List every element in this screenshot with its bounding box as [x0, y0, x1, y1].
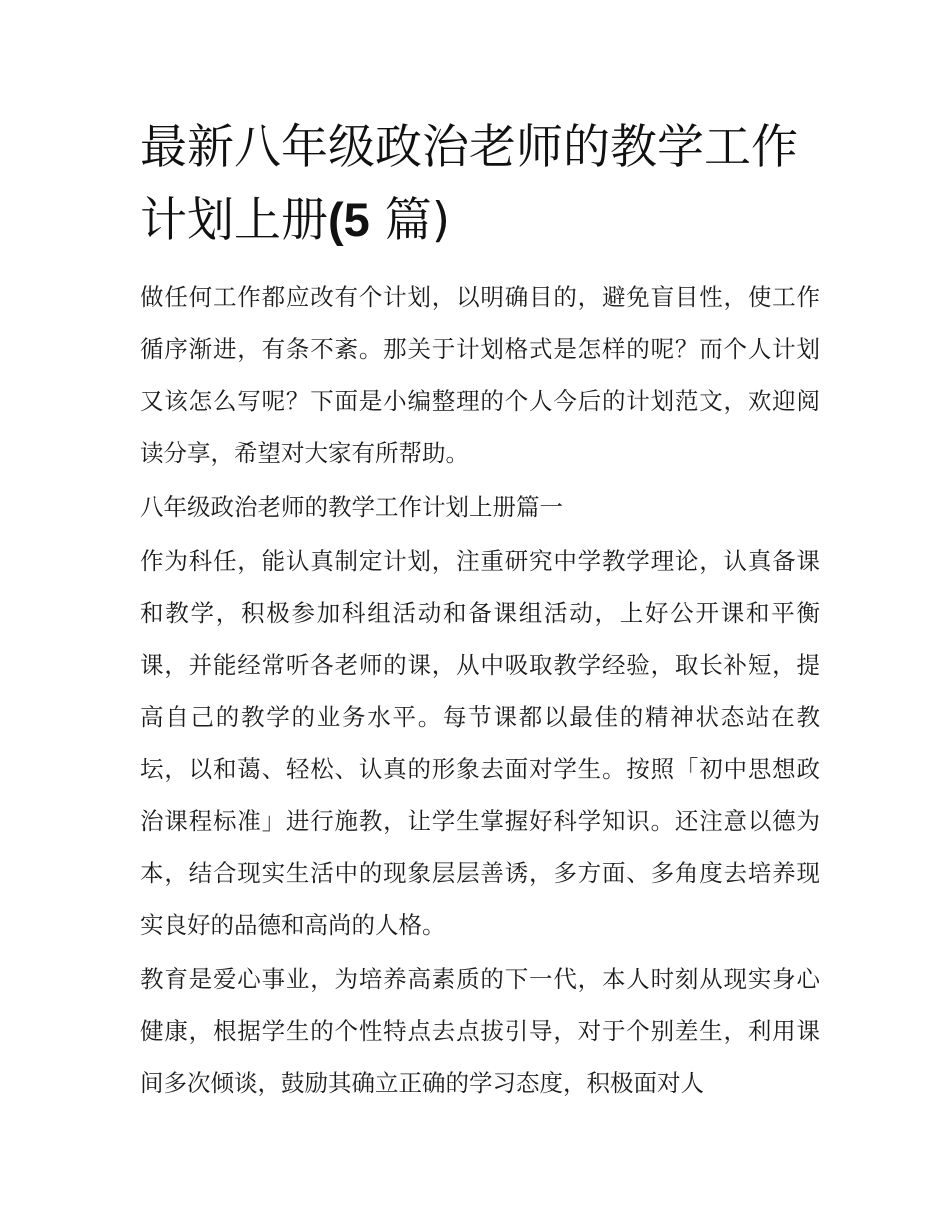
title-suffix: 篇): [369, 193, 451, 248]
document-title: [140, 112, 820, 257]
intro-paragraph: 做任何工作都应改有个计划，以明确目的，避免盲目性，使工作循序渐进，有条不紊。那关于计划格式是怎样的呢？而个人计划又该怎么写呢？下面是小编整理的个人今后的计划范文，欢迎阅读分享，希望对大家有所帮助。: [140, 283, 820, 467]
body-paragraph-1: 作为科任，能认真制定计划，注重研究中学教学理论，认真备课和教学，积极参加科组活动和备课组活动，上好公开课和平衡课，并能经常听各老师的课，从中吸取教学经验，取长补短，提高自己的教学的业务水平。每节课都以最佳的精神状态站在教坛，以和蔼、轻松、认真的形象去面对学生。按照「初中思想政治课程标准」进行施教，让学生掌握好科学知识。还注意以德为本，结合现实生活中的现象层层善诱，多方面、多角度去培养现实良好的品德和高尚的人格。: [140, 547, 820, 939]
title-count: 5: [343, 193, 370, 246]
title-paren-open: (: [328, 193, 344, 246]
title-main-text: 最新八年级政治老师的教学工作计划上册: [140, 120, 798, 248]
body-paragraph-2: 教育是爱心事业，为培养高素质的下一代，本人时刻从现实身心健康，根据学生的个性特点去点拔引导，对于个别差生，利用课间多次倾谈，鼓励其确立正确的学习态度，积极面对人: [140, 965, 820, 1097]
document-content: [140, 112, 820, 1111]
section-heading: 八年级政治老师的教学工作计划上册篇一: [140, 493, 563, 521]
